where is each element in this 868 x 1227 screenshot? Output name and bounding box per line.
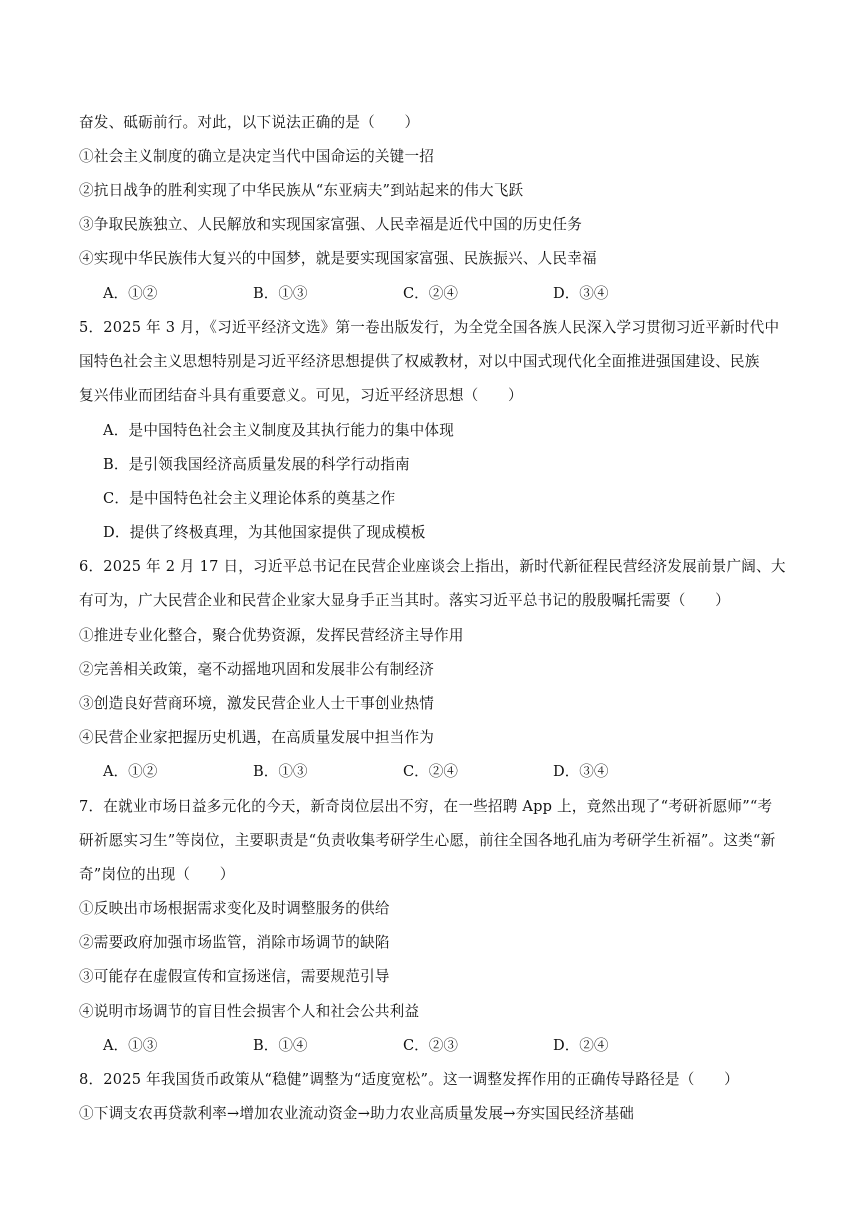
q5-stem-line-2: 国特色社会主义思想特别是习近平经济思想提供了权威教材，对以中国式现代化全面推进强国建设、民族 — [79, 353, 760, 370]
q4-statement-2: ②抗日战争的胜利实现了中华民族从“东亚病夫”到站起来的伟大飞跃 — [79, 182, 524, 199]
q7-option-a: A．①③ — [103, 1037, 158, 1054]
q4-option-d: D．③④ — [553, 285, 609, 302]
q7-options — [103, 1036, 703, 1056]
q6-option-c: C．②④ — [403, 763, 458, 780]
q5-option-b: B．是引领我国经济高质量发展的科学行动指南 — [103, 456, 410, 473]
q4-statement-3: ③争取民族独立、人民解放和实现国家富强、人民幸福是近代中国的历史任务 — [79, 216, 582, 233]
q6-statement-4: ④民营企业家把握历史机遇，在高质量发展中担当作为 — [79, 729, 435, 746]
q5-stem-line-3: 复兴伟业而团结奋斗具有重要意义。可见，习近平经济思想（ ） — [79, 387, 523, 404]
q5-option-c: C．是中国特色社会主义理论体系的奠基之作 — [103, 490, 396, 507]
q8-stem: 8．2025 年我国货币政策从“稳健”调整为“适度宽松”。这一调整发挥作用的正确传导路径是（ ） — [79, 1071, 739, 1088]
q4-option-c: C．②④ — [403, 285, 458, 302]
q4-stem-tail: 奋发、砥砺前行。对此，以下说法正确的是（ ） — [79, 114, 420, 131]
q4-statement-4: ④实现中华民族伟大复兴的中国梦，就是要实现国家富强、民族振兴、人民幸福 — [79, 250, 597, 267]
q7-stem-line-2: 研祈愿实习生”等岗位，主要职责是“负责收集考研学生心愿，前往全国各地孔庙为考研学生祈福”。这类“新 — [79, 832, 776, 849]
q7-option-c: C．②③ — [403, 1037, 458, 1054]
q7-statement-4: ④说明市场调节的盲目性会损害个人和社会公共利益 — [79, 1003, 420, 1020]
q7-stem-line-1: 7．在就业市场日益多元化的今天，新奇岗位层出不穷，在一些招聘 App 上，竟然出现了“考研祈愿师”“考 — [79, 798, 773, 815]
q7-option-b: B．①④ — [253, 1037, 308, 1054]
q7-statement-1: ①反映出市场根据需求变化及时调整服务的供给 — [79, 900, 390, 917]
q7-statement-3: ③可能存在虚假宣传和宣扬迷信，需要规范引导 — [79, 968, 390, 985]
q6-statement-2: ②完善相关政策，毫不动摇地巩固和发展非公有制经济 — [79, 661, 435, 678]
q6-stem-line-1: 6．2025 年 2 月 17 日，习近平总书记在民营企业座谈会上指出，新时代新征程民营经济发展前景广阔、大 — [79, 558, 786, 575]
q7-statement-2: ②需要政府加强市场监管，消除市场调节的缺陷 — [79, 934, 390, 951]
q6-options — [103, 762, 703, 782]
q6-option-a: A．①② — [103, 763, 158, 780]
q7-option-d: D．②④ — [553, 1037, 609, 1054]
q4-option-a: A．①② — [103, 285, 158, 302]
q5-stem-line-1: 5．2025 年 3 月，《习近平经济文选》第一卷出版发行，为全党全国各族人民深入学习贯彻习近平新时代中 — [79, 319, 780, 336]
q4-options — [103, 284, 703, 304]
q6-option-b: B．①③ — [253, 763, 308, 780]
q5-option-a: A．是中国特色社会主义制度及其执行能力的集中体现 — [103, 422, 454, 439]
q6-statement-1: ①推进专业化整合，聚合优势资源，发挥民营经济主导作用 — [79, 627, 464, 644]
q8-statement-1: ①下调支农再贷款利率→增加农业流动资金→助力农业高质量发展→夯实国民经济基础 — [79, 1105, 635, 1122]
q6-statement-3: ③创造良好营商环境，激发民营企业人士干事创业热情 — [79, 695, 435, 712]
q6-option-d: D．③④ — [553, 763, 609, 780]
q4-statement-1: ①社会主义制度的确立是决定当代中国命运的关键一招 — [79, 148, 435, 165]
q7-stem-line-3: 奇”岗位的出现（ ） — [79, 866, 235, 883]
q6-stem-line-2: 有可为，广大民营企业和民营企业家大显身手正当其时。落实习近平总书记的殷殷嘱托需要（ ） — [79, 592, 730, 609]
q4-option-b: B．①③ — [253, 285, 308, 302]
q5-option-d: D．提供了终极真理，为其他国家提供了现成模板 — [103, 524, 426, 541]
